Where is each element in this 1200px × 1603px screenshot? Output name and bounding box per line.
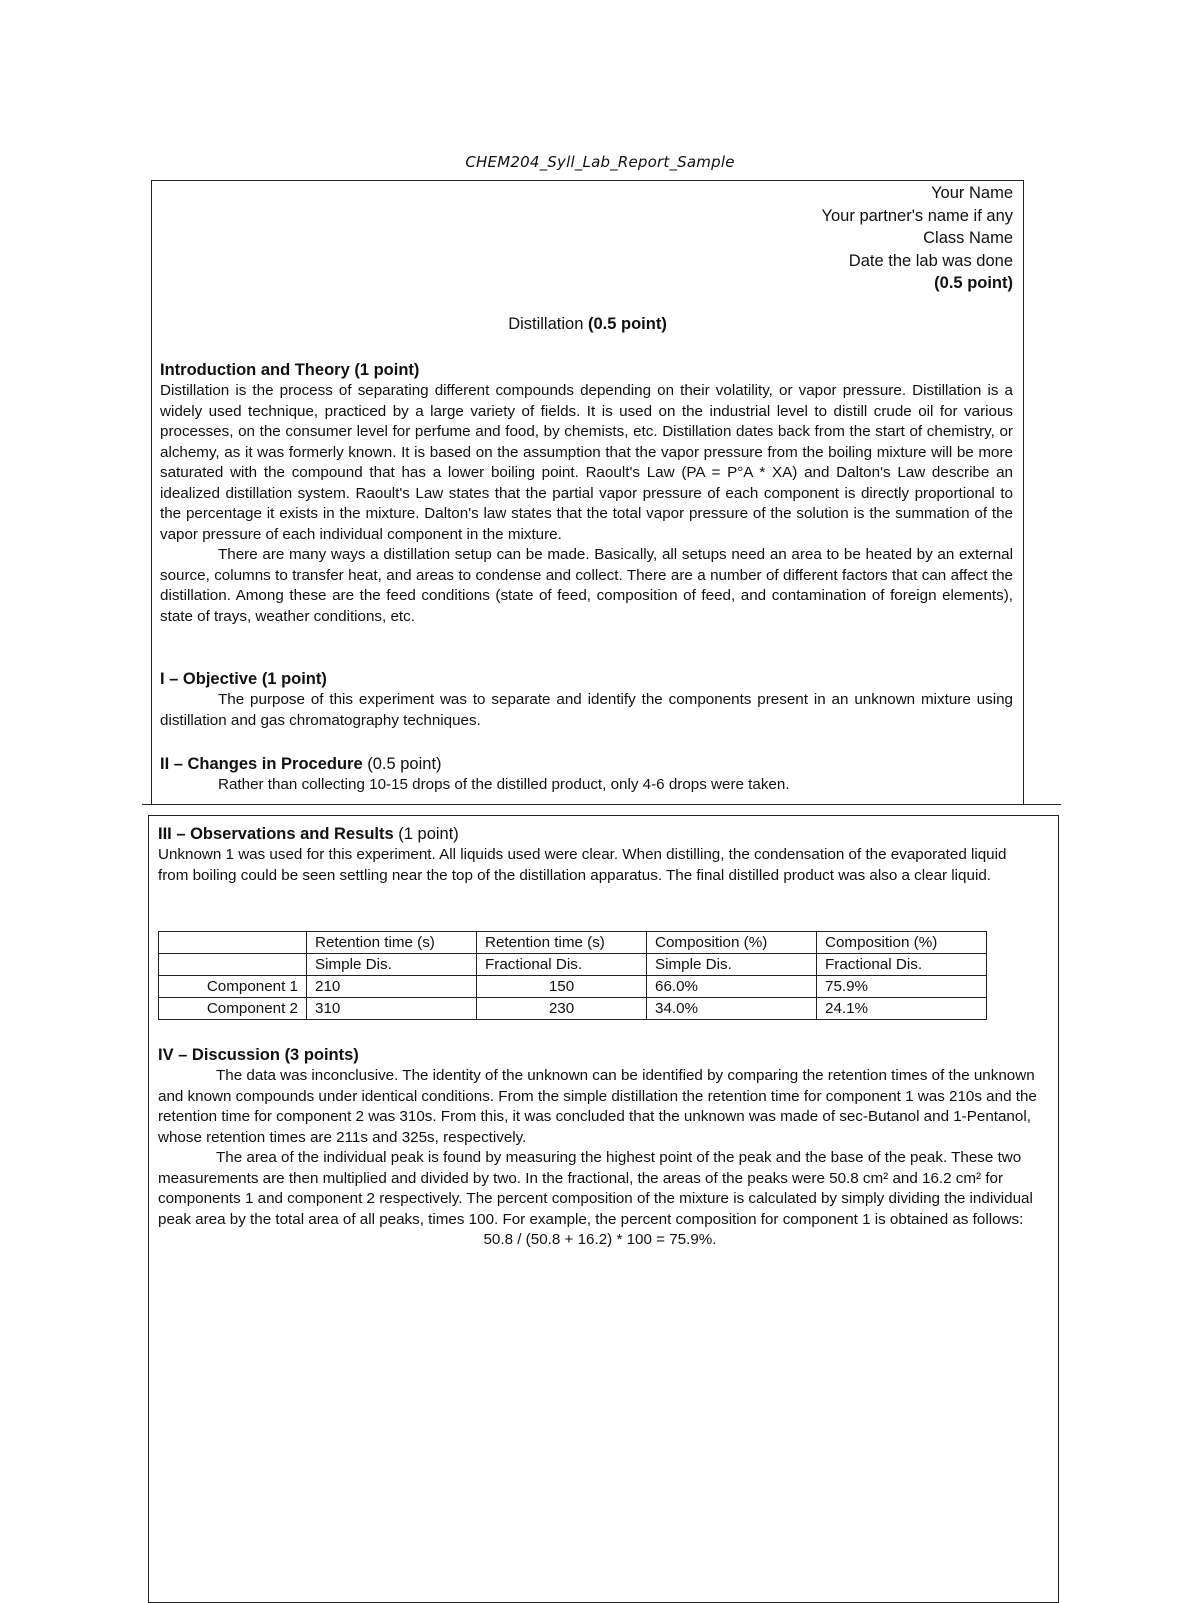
- table-cell: 66.0%: [647, 976, 817, 998]
- observations-heading: III – Observations and Results (1 point): [158, 825, 459, 843]
- objective-text: The purpose of this experiment was to separate and identify the components present in an unknown mixture using distillation and gas chromatography techniques.: [160, 691, 1013, 729]
- running-title: CHEM204_Syll_Lab_Report_Sample: [465, 153, 735, 171]
- table-cell: 24.1%: [817, 998, 987, 1020]
- table-row: [159, 976, 987, 998]
- objective-heading: I – Objective (1 point): [160, 670, 327, 688]
- table-cell: 150: [477, 976, 647, 998]
- your-name: Your Name: [931, 184, 1013, 202]
- table-cell: 230: [477, 998, 647, 1020]
- intro-heading: Introduction and Theory (1 point): [160, 361, 420, 379]
- experiment-title: [152, 315, 1023, 334]
- table-cell: Composition (%): [647, 932, 817, 954]
- table-cell: 310: [307, 998, 477, 1020]
- procedure-section: [160, 754, 1013, 796]
- table-header-row: [159, 954, 987, 976]
- intro-paragraph-1: Distillation is the process of separating different compounds depending on their volatility, or vapor pressure. Distillation is a widely used technique, practiced by a large variety of fields. It is used on the industrial level to distill crude oil for various processes, on the consumer level for perfume and food, by chemists, etc. Distillation dates back from the start of chemistry, or alchemy, as it was formerly known. It is based on the assumption that the vapor pressure from the boiling mixture will be more saturated with the compound that has a lower boiling point. Raoult's Law (PA = P°A * XA) and Dalton's Law describe an idealized distillation system. Raoult's Law states that the partial vapor pressure of each component is directly proportional to the percentage it exists in the mixture. Dalton's law states that the total vapor pressure of the solution is the summation of the vapor pressure of each individual component in the mixture.: [160, 382, 1013, 543]
- experiment-title-text: Distillation: [508, 315, 584, 333]
- partner-name: Your partner's name if any: [821, 206, 1013, 225]
- discussion-paragraph-1: The data was inconclusive. The identity of the unknown can be identified by comparing the retention times of the unknown and known compounds under identical conditions. From the simple distillation the retention time for component 1 was 210s and the retention time for component 2 was 310s. From this, it was concluded that the unknown was made of sec-Butanol and 1-Pentanol, whose retention times are 211s and 325s, respectively.: [158, 1067, 1037, 1146]
- table-row: [159, 998, 987, 1020]
- table-cell: 75.9%: [817, 976, 987, 998]
- intro-paragraph-2: There are many ways a distillation setup can be made. Basically, all setups need an area to be heated by an external source, columns to transfer heat, and areas to condense and collect. There are a number of different factors that can affect the distillation. Among these are the feed conditions (state of feed, composition of feed, and contamination of foreign elements), state of trays, weather conditions, etc.: [160, 546, 1013, 625]
- observations-text: Unknown 1 was used for this experiment. All liquids used were clear. When distilling, the condensation of the evaporated liquid from boiling could be seen settling near the top of the distillation apparatus. The final distilled product was also a clear liquid.: [158, 846, 1007, 884]
- discussion-paragraph-2: The area of the individual peak is found by measuring the highest point of the peak and the base of the peak. These two measurements are then multiplied and divided by two. In the fractional, the areas of the peaks were 50.8 cm² and 16.2 cm² for components 1 and component 2 respectively. The percent composition of the mixture is calculated by simply dividing the individual peak area by the total area of all peaks, times 100. For example, the percent composition for component 1 is obtained as follows:: [158, 1149, 1033, 1228]
- intro-section: [160, 360, 1013, 627]
- table-cell: 34.0%: [647, 998, 817, 1020]
- table-cell: Fractional Dis.: [817, 954, 987, 976]
- experiment-title-points: (0.5 point): [587, 315, 667, 333]
- table-header-row: [159, 932, 987, 954]
- report-page-box-bottom: [148, 815, 1059, 1603]
- procedure-text: Rather than collecting 10-15 drops of the distilled product, only 4-6 drops were taken.: [218, 776, 790, 793]
- results-table: [158, 931, 987, 1020]
- objective-section: [160, 669, 1013, 731]
- table-cell: Component 2: [159, 998, 307, 1020]
- table-cell: Simple Dis.: [647, 954, 817, 976]
- table-cell: Fractional Dis.: [477, 954, 647, 976]
- lab-date: Date the lab was done: [848, 251, 1013, 270]
- discussion-heading: IV – Discussion (3 points): [158, 1046, 359, 1064]
- report-page-box-top: [151, 180, 1024, 805]
- observations-section: [158, 824, 1032, 886]
- discussion-formula: 50.8 / (50.8 + 16.2) * 100 = 75.9%.: [483, 1231, 717, 1248]
- table-cell: Simple Dis.: [307, 954, 477, 976]
- table-cell: [159, 954, 307, 976]
- class-name: Class Name: [923, 229, 1013, 247]
- page-break-line: [142, 804, 1061, 805]
- procedure-heading: II – Changes in Procedure (0.5 point): [160, 755, 442, 773]
- header-points: (0.5 point): [934, 274, 1013, 292]
- table-cell: [159, 932, 307, 954]
- discussion-section: [158, 1045, 1042, 1251]
- table-cell: 210: [307, 976, 477, 998]
- table-cell: Retention time (s): [307, 932, 477, 954]
- table-cell: Retention time (s): [477, 932, 647, 954]
- table-cell: Component 1: [159, 976, 307, 998]
- author-header: [822, 182, 1013, 295]
- table-cell: Composition (%): [817, 932, 987, 954]
